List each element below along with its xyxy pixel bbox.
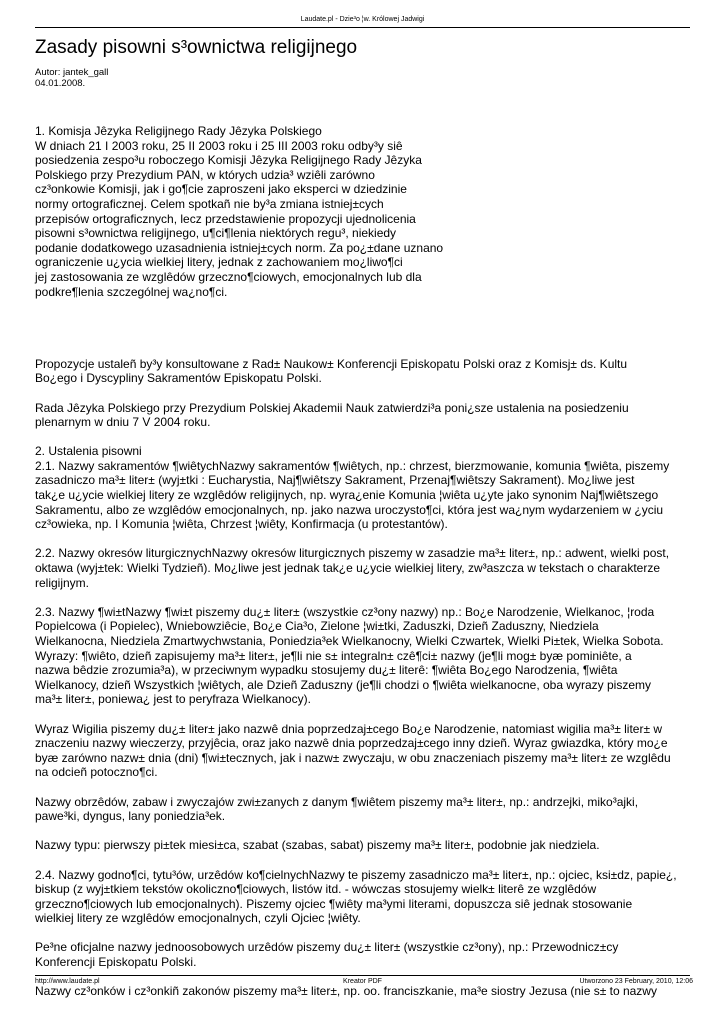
article-title: Zasady pisowni s³ownictwa religijnego <box>35 37 358 58</box>
author-line: Autor: jantek_gall <box>35 67 109 78</box>
footer-url-link[interactable]: http://www.laudate.pl <box>35 978 100 985</box>
section-gap <box>35 314 693 357</box>
paragraph-official-names: Pe³ne oficjalne nazwy jednoosobowych urzêdów piszemy du¿± liter± (wszystkie cz³ony), np.: Przewodnicz±cy Konferencji Episkopatu Polski. <box>35 940 619 970</box>
paragraph-2-4-titles: 2.4. Nazwy godno¶ci, tytu³ów, urzêdów ko¶cielnychNazwy te piszemy zasadniczo ma³± liter±, np.: ojciec, ksi±dz, papie¿, biskup (z wyj±tkiem tekstów okoliczno¶ciowych, listów itd. - wówczas stosujemy wielk± literê ze wzglêdów grzeczno¶ciowych lub emocjonalnych). Piszemy ojciec ¶wiêty ma³ymi literami, dopuszcza siê jednak stosowanie wielkiej litery ze wzglêdów emocjonalnych, czyli Ojciec ¦wiêty. <box>35 867 677 926</box>
article-body <box>35 124 693 1013</box>
paragraph-customs: Nazwy obrzêdów, zabaw i zwyczajów zwi±zanych z danym ¶wiêtem piszemy ma³± liter±, np.: andrzejki, miko³ajki, pawe³ki, dyngus, lany poniedzia³ek. <box>35 794 639 824</box>
paragraph-2-3-holidays: 2.3. Nazwy ¶wi±tNazwy ¶wi±t piszemy du¿± liter± (wszystkie cz³ony nazwy) np.: Bo¿e Narodzenie, Wielkanoc, ¦roda Popielcowa (i Popielec), Wniebowziêcie, Bo¿e Cia³o, Zielone ¦wi±tki, Zaduszki, Dzieñ Zaduszny, Niedziela Wielkanocna, Niedziela Zmartwychwstania, Poniedzia³ek Wielkanocny, Wielki Czwartek, Wielki Pi±tek, Wielka Sobota. Wyrazy: ¶wiêto, dzieñ zapisujemy ma³± liter±, je¶li nie s± integraln± czê¶ci± nazwy (je¶li mog± byæ pominiête, a nazwa bêdzie zrozumia³a), w przeciwnym wypadku stosujemy du¿± literê: ¶wiêta Bo¿ego Narodzenia, ¶wiêta Wielkanocy, dzieñ Wszystkich ¦wiêtych, ale Dzieñ Zaduszny (je¶li chodzi o ¶wiêta wielkanocne, oba wyrazy piszemy ma³± liter±, poniewa¿ jest to peryfraza Wielkanocy). <box>35 604 664 707</box>
paragraph-friday: Nazwy typu: pierwszy pi±tek miesi±ca, szabat (szabas, sabat) piszemy ma³± liter±, podobnie jak niedziela. <box>35 838 600 853</box>
date-line: 04.01.2008. <box>35 78 86 89</box>
article-meta <box>35 67 108 89</box>
page-header: Laudate.pl - Dzie³o ¦w. Królowej Jadwigi <box>300 16 425 23</box>
footer-divider <box>35 975 690 976</box>
section-1-paragraph: 1. Komisja Jêzyka Religijnego Rady Jêzyka Polskiego W dniach 21 I 2003 roku, 25 II 2003 roku i 25 III 2003 roku odby³y siê posiedzenia zespo³u roboczego Komisji Jêzyka Religijnego Rady Jêzyka Polskiego przy Prezydium PAN, w których udzia³ wziêli zarówno cz³onkowie Komisji, jak i go¶cie zaproszeni jako eksperci w dziedzinie normy ortograficznej. Celem spotkañ nie by³a zmiana istniej±cych przepisów ortograficznych, lecz przedstawienie propozycji ujednolicenia pisowni s³ownictwa religijnego, u¶ci¶lenia niektórych regu³, niekiedy podanie dodatkowego uzasadnienia istniej±cych norm. Za po¿±dane uznano ograniczenie u¿ycia wielkiej litery, jednak z zachowaniem mo¿liwo¶ci jej zastosowania ze wzglêdów grzeczno¶ciowych, emocjonalnych lub dla podkre¶lenia szczególnej wa¿no¶ci. <box>35 124 444 299</box>
footer-created-date: Utworzono 23 February, 2010, 12:06 <box>579 978 693 985</box>
header-divider <box>35 27 690 28</box>
paragraph-2-1-sacraments: 2. Ustalenia pisowni 2.1. Nazwy sakramentów ¶wiêtychNazwy sakramentów ¶wiêtych, np.: chrzest, bierzmowanie, komunia ¶wiêta, piszemy zasadniczo ma³± liter± (wyj±tki : Eucharystia, Naj¶wiêtszy Sakrament, Przenaj¶wiêtszy Sakrament). Mo¿liwe jest tak¿e u¿ycie wielkiej litery ze wzglêdów religijnych, np. wyra¿enie Komunia ¦wiêta u¿yte jako synonim Naj¶wiêtszego Sakramentu, albo ze wzglêdów emocjonalnych, np. jako nazwa uroczysto¶ci, która jest wa¿nym wydarzeniem w ¿yciu cz³owieka, np. I Komunia ¦wiêta, Chrzest ¦wiêty, Konfirmacja (u protestantów). <box>35 444 670 532</box>
paragraph-2-2-liturgical-periods: 2.2. Nazwy okresów liturgicznychNazwy okresów liturgicznych piszemy w zasadzie ma³± liter±, np.: adwent, wielki post, oktawa (wyj±tek: Wielki Tydzieñ). Mo¿liwe jest jednak tak¿e u¿ycie wielkiej litery, zw³aszcza w tekstach o charakterze religijnym. <box>35 546 670 590</box>
paragraph-orders: Nazwy cz³onków i cz³onkiñ zakonów piszemy ma³± liter±, np. oo. franciszkanie, ma³e siostry Jezusa (nie s± to nazwy <box>35 984 657 999</box>
paragraph-approval: Rada Jêzyka Polskiego przy Prezydium Polskiej Akademii Nauk zatwierdzi³a poni¿sze ustalenia na posiedzeniu plenarnym w dniu 7 V 2004 roku. <box>35 400 629 430</box>
paragraph-consultation: Propozycje ustaleñ by³y konsultowane z Rad± Naukow± Konferencji Episkopatu Polski oraz z Komisj± ds. Kultu Bo¿ego i Dyscypliny Sakramentów Episkopatu Polski. <box>35 356 628 386</box>
footer-generator: Kreator PDF <box>343 978 382 985</box>
paragraph-wigilia: Wyraz Wigilia piszemy du¿± liter± jako nazwê dnia poprzedzaj±cego Bo¿e Narodzenie, natomiast wigilia ma³± liter± w znaczeniu nazwy wieczerzy, przyjêcia, oraz jako nazwê dnia poprzedzaj±cego inny dzieñ. Wyraz gwiazdka, który mo¿e byæ zarówno nazw± dnia (dni) ¶wi±tecznych, jak i nazw± zwyczaju, w obu znaczeniach piszemy ma³± liter± ze wzglêdu na odcieñ potoczno¶ci. <box>35 721 671 780</box>
